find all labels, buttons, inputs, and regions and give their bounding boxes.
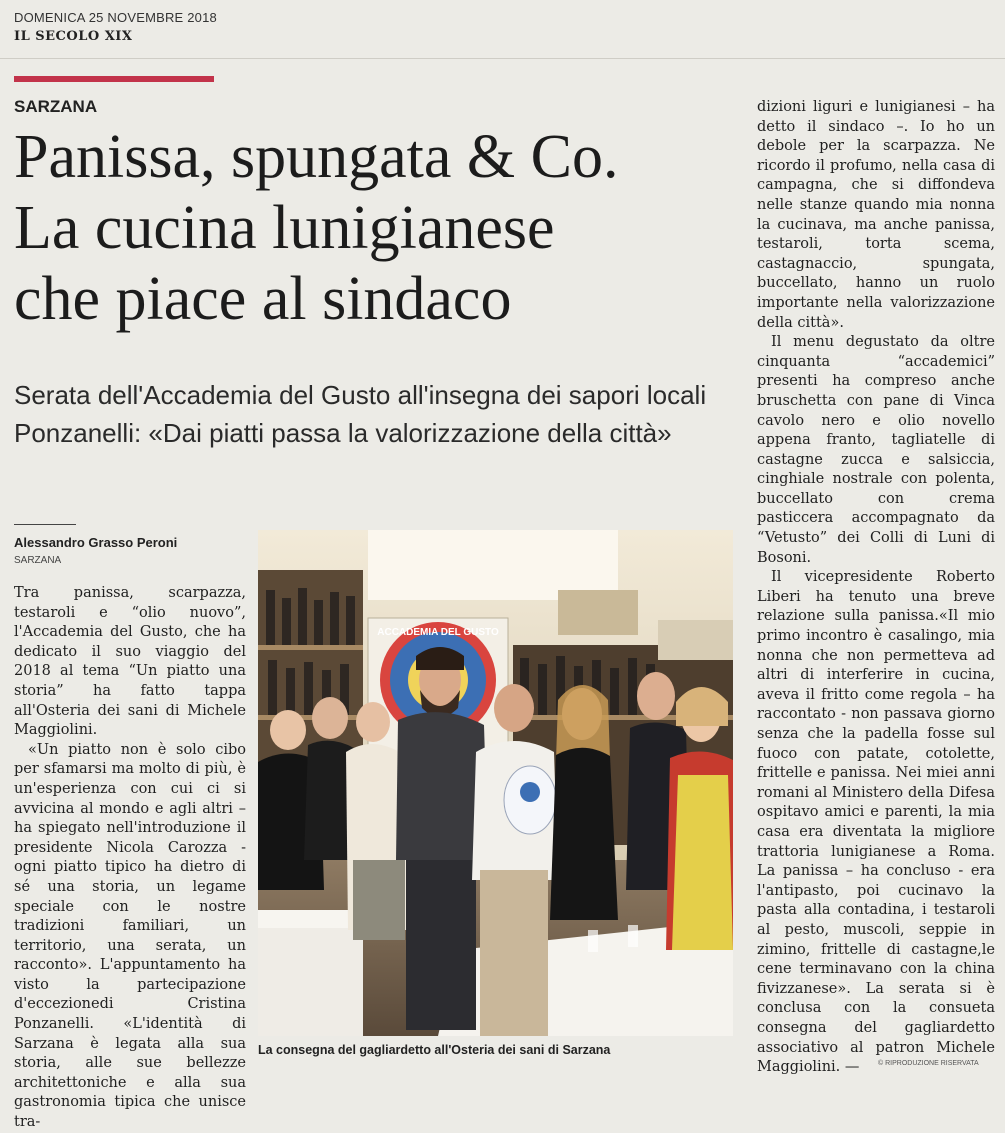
photo-caption: La consegna del gagliardetto all'Osteria dei sani di Sarzana [258,1043,611,1057]
paragraph: Il menu degustato da oltre cinquanta “accademici” presenti ha compreso anche bruschetta con pane di Vinca cavolo nero e olio novello appena franto, tagliatelle di castagne zucca e salsiccia, cinghiale nostrale con polenta, buccellato con crema pasticcera accompagnato da “Vetusto” dei Colli di Luni di Bosoni. [757,334,995,566]
edition-date: DOMENICA 25 NOVEMBRE 2018 [14,10,217,25]
article-photo [258,530,733,1036]
header-divider [0,58,1005,59]
photo-illustration [258,530,733,1036]
subtitle [14,376,754,452]
subtitle-line-2: Ponzanelli: «Dai piatti passa la valorizzazione della città» [14,418,672,448]
headline-line-3: che piace al sindaco [14,265,512,333]
byline-rule [14,524,76,525]
paragraph: Il vicepresidente Roberto Liberi ha tenuto una breve relazione sulla panissa.«Il mio primo incontro è casalingo, mia nonna che non permetteva ad altri di interferire in cucina, aveva il fritto come regola – ha raccontato - non passava giorno senza che la padella fosse sul fuoco con patate, cotolette, frittelle e panissa. Nei miei anni romani al Ministero della Difesa ospitavo amici e parenti, la mia casa era diventata la migliore trattoria lunigianese a Roma. La panissa – ha concluso - era l'antipasto, poi cucinavo la pasta alla contadina, i testaroli al pesto, muscoli, seppie in zimino, frittelle di castagne,le cene terminavano con la china fivizzanese». La serata si è conclusa con la consueta consegna del gagliardetto associativo al patron Michele Maggiolini. — [757,569,995,1076]
article-column-1 [14,584,246,1133]
headline-line-1: Panissa, spungata & Co. [14,123,619,191]
section-accent-bar [14,76,214,82]
headline [14,122,744,335]
article-column-3 [757,98,995,1078]
headline-line-2: La cucina lunigianese [14,194,555,262]
paragraph: dizioni liguri e lunigianesi – ha detto il sindaco –. Io ho un debole per la scarpazza. Ne ricordo il profumo, nella casa di campagna, che si diffondeva nelle stanze quando mia nonna la cucinava, ma anche panissa, testaroli, torta scema, castagnaccio, spungata, buccellato, hanno un ruolo importante nella valorizzazione della città». [757,99,995,331]
copyright-notice: © RIPRODUZIONE RISERVATA [878,1060,979,1067]
paragraph: Tra panissa, scarpazza, testaroli e “olio nuovo”, l'Accademia del Gusto, che ha dedicato il suo viaggio del 2018 al tema “Un piatto una storia” ha fatto tappa all'Osteria dei sani di Michele Maggiolini. [14,585,246,739]
section-label: SARZANA [14,97,98,116]
subtitle-line-1: Serata dell'Accademia del Gusto all'insegna dei sapori locali [14,380,707,410]
byline-location: SARZANA [14,555,62,566]
paragraph: «Un piatto non è solo cibo per sfamarsi ma molto di più, è un'esperienza con cui ci si avvicina al mondo e agli altri – ha spiegato nell'introduzione il presidente Nicola Carozza - ogni piatto tipico ha dietro di sé una storia, un legame speciale con le nostre tradizioni familiari, un territorio, una serata, un racconto». L'appuntamento ha visto la partecipazione d'eccezionedi Cristina Ponzanelli. «L'identità di Sarzana è legata alla sua storia, alle sue bellezze architettoniche e alla sua gastronomia tipica che unisce tra- [14,741,246,1131]
newspaper-name: IL SECOLO XIX [14,29,133,44]
byline-author: Alessandro Grasso Peroni [14,535,178,550]
banner-text: ACCADEMIA DEL GUSTO [377,627,499,638]
